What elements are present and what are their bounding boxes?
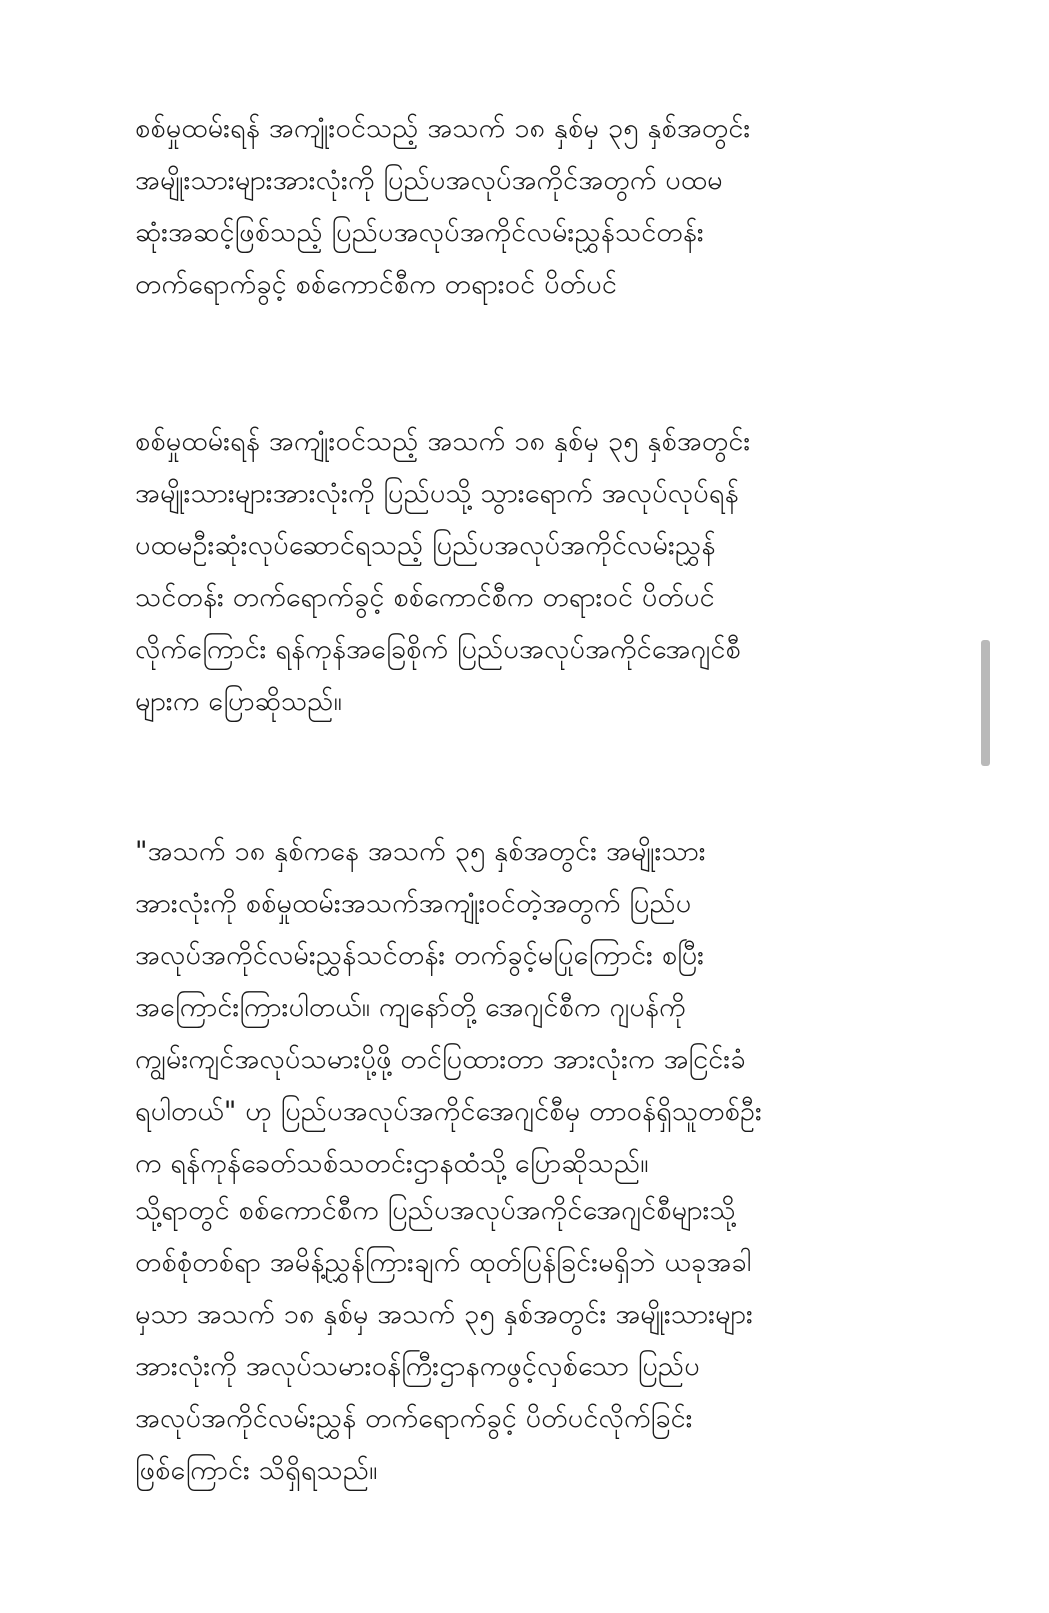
paragraph-line: အမျိုးသားများအားလုံးကို ပြည်ပအလုပ်အကိုင်အတွက် ပထမ [135,165,723,196]
paragraph-line: အလုပ်အကိုင်လမ်းညွှန် တက်ရောက်ခွင့် ပိတ်ပင်လိုက်ခြင်း [135,1403,693,1434]
paragraph-quote [135,826,935,1190]
paragraph-intro [135,416,935,728]
paragraph-line: အလုပ်အကိုင်လမ်းညွှန်သင်တန်း တက်ခွင့်မပြုကြောင်း စပြီး [135,940,705,971]
paragraph-line: တက်ရောက်ခွင့် စစ်ကောင်စီက တရားဝင် ပိတ်ပင် [135,269,617,300]
paragraph-line: ပထမဦးဆုံးလုပ်ဆောင်ရသည့် ပြည်ပအလုပ်အကိုင်လမ်းညွှန် [135,530,716,561]
paragraph-line: က ရန်ကုန်ခေတ်သစ်သတင်းဌာနထံသို့ ပြောဆိုသည်။ [135,1148,649,1179]
paragraph-line: "အသက် ၁၈ နှစ်ကနေ အသက် ၃၅ နှစ်အတွင်း အမျိုးသား [135,836,706,867]
paragraph-line: များက ပြောဆိုသည်။ [135,686,342,717]
paragraph-line: ရပါတယ်" ဟု ပြည်ပအလုပ်အကိုင်အေဂျင်စီမှ တာဝန်ရှိသူတစ်ဦး [135,1096,763,1127]
paragraph-line: အမျိုးသားများအားလုံးကို ပြည်ပသို့ သွားရောက် အလုပ်လုပ်ရန် [135,478,739,509]
paragraph-line: ဆုံးအဆင့်ဖြစ်သည့် ပြည်ပအလုပ်အကိုင်လမ်းညွှန်သင်တန်း [135,217,704,248]
paragraph-line: စစ်မှုထမ်းရန် အကျုံးဝင်သည့် အသက် ၁၈ နှစ်မှ ၃၅ နှစ်အတွင်း [135,426,751,457]
paragraph-line: စစ်မှုထမ်းရန် အကျုံးဝင်သည့် အသက် ၁၈ နှစ်မှ ၃၅ နှစ်အတွင်း [135,113,751,144]
paragraph-line: တစ်စုံတစ်ရာ အမိန့်ညွှန်ကြားချက် ထုတ်ပြန်ခြင်းမရှိဘဲ ယခုအခါ [135,1247,752,1278]
paragraph-line: အားလုံးကို အလုပ်သမားဝန်ကြီးဌာနကဖွင့်လှစ်သော ပြည်ပ [135,1351,700,1382]
paragraph-line: လိုက်ကြောင်း ရန်ကုန်အခြေစိုက် ပြည်ပအလုပ်အကိုင်အေဂျင်စီ [135,634,741,665]
paragraph-line: အကြောင်းကြားပါတယ်။ ကျနော်တို့ အေဂျင်စီက ဂျပန်ကို [135,992,686,1023]
paragraph-headline [135,103,935,311]
paragraph-conclusion [135,1185,935,1497]
paragraph-line: သင်တန်း တက်ရောက်ခွင့် စစ်ကောင်စီက တရားဝင် ပိတ်ပင် [135,582,715,613]
paragraph-line: ဖြစ်ကြောင်း သိရှိရသည်။ [135,1455,378,1486]
scrollbar-thumb[interactable] [981,640,990,766]
paragraph-line: အားလုံးကို စစ်မှုထမ်းအသက်အကျုံးဝင်တဲ့အတွက် ပြည်ပ [135,888,692,919]
paragraph-line: သို့ရာတွင် စစ်ကောင်စီက ပြည်ပအလုပ်အကိုင်အေဂျင်စီများသို့ [135,1195,736,1226]
paragraph-line: ကျွမ်းကျင်အလုပ်သမားပို့ဖို့ တင်ပြထားတာ အားလုံးက အငြင်းခံ [135,1044,746,1075]
paragraph-line: မှသာ အသက် ၁၈ နှစ်မှ အသက် ၃၅ နှစ်အတွင်း အမျိုးသားများ [135,1299,754,1330]
